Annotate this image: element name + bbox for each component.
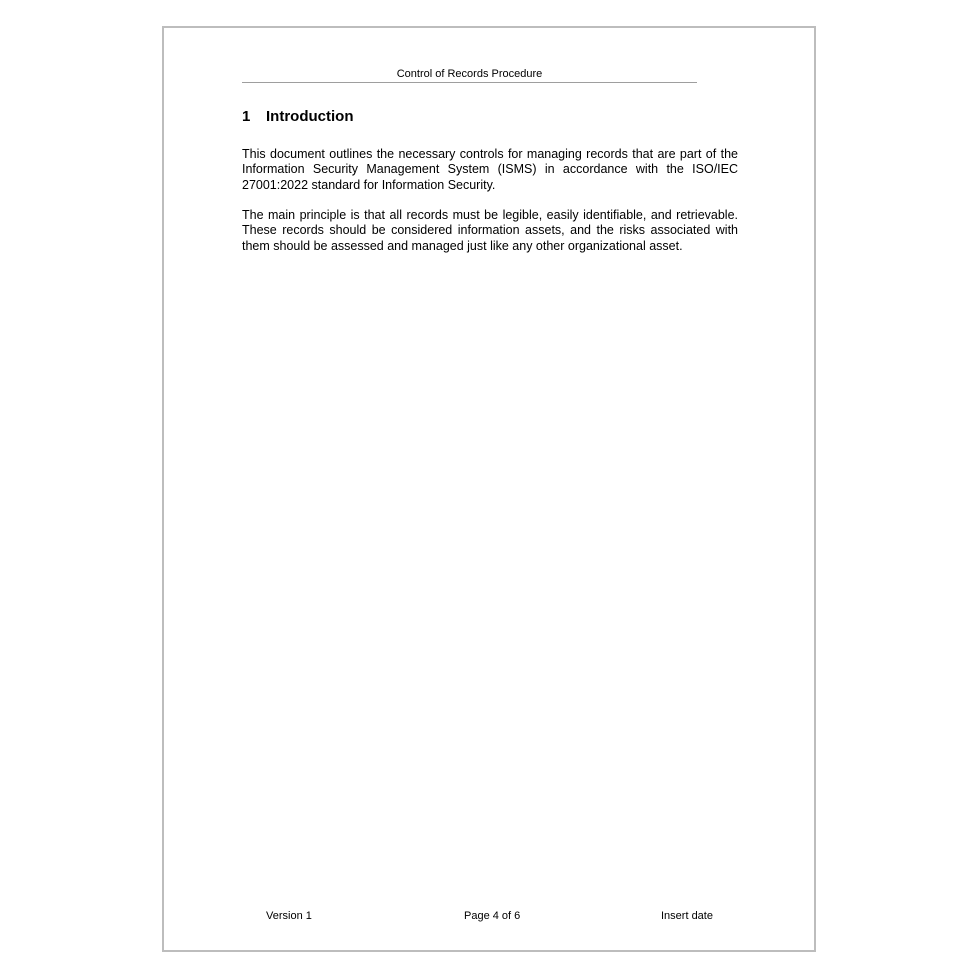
section-title: Introduction (266, 108, 354, 125)
footer-page-number: Page 4 of 6 (464, 910, 521, 922)
intro-paragraph-2: The main principle is that all records must be legible, easily identifiable, and retrievable. These records should be considered information assets, and the risks associated with them should be assessed and managed just like any other organizational asset. (242, 208, 738, 253)
page-header-title: Control of Records Procedure (396, 68, 543, 80)
section-heading (242, 108, 353, 126)
footer-date: Insert date (661, 910, 713, 922)
footer-version: Version 1 (266, 910, 312, 922)
section-number: 1 (242, 108, 251, 125)
intro-paragraph-1: This document outlines the necessary controls for managing records that are part of the Information Security Management System (ISMS) in accordance with the ISO/IEC 27001:2022 standard for Information Security. (242, 147, 738, 192)
header-divider (242, 82, 697, 83)
